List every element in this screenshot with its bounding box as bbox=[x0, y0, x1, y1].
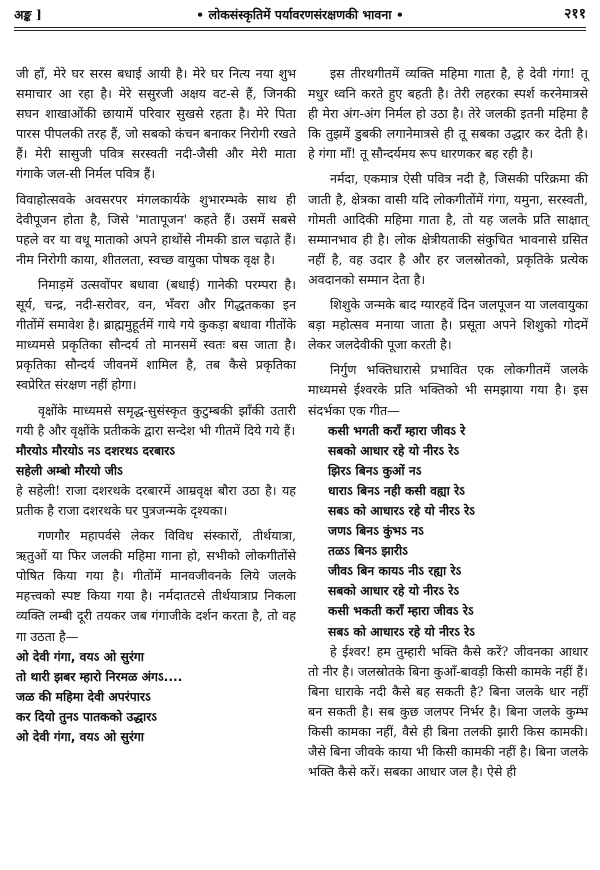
right-column bbox=[308, 64, 588, 782]
verse-line: सबको आधार रहे यो नीरऽ रेऽ bbox=[328, 443, 460, 458]
verse-line: जळ की महिमा देवी अपरंपारऽ bbox=[16, 689, 151, 704]
running-header bbox=[14, 4, 586, 26]
verse-line: सबऽ को आधारऽ रहे यो नीरऽ रेऽ bbox=[328, 624, 475, 639]
paragraph: नर्मदा, एकमात्र ऐसी पवित्र नदी है, जिसकी परिक्रमा की जाती है, क्षेत्रका वासी यदि लोकगीतोंमें गंगा, यमुना, सरस्वती, गोमती आदिकी महिमा गाता है, तो यह जलके प्रति साक्षात् सम्मानभाव ही है। लोक क्षेत्रीयताकी संकुचित भावनासे ग्रसित नहीं है, वह उदार है और हर जलस्रोतको, प्रकृतिके प्रत्येक अवदानको सम्मान देता है। bbox=[308, 171, 588, 287]
verse-line: ओ देवी गंगा, वयऽ ओ सुरंगा bbox=[16, 730, 144, 744]
paragraph: हे सहेली! राजा दशरथके दरबारमें आम्रवृक्ष बौरा उठा है। यह प्रतीक है राजा दशरथके घर पुत्रजन्मके दृश्यका। bbox=[16, 482, 296, 518]
paragraph: जी हाँ, मेरे घर सरस बधाई आयी है। मेरे घर नित्य नया शुभ समाचार आ रहा है। मेरे ससुरजी अक्षय वट-से हैं, जिनकी सघन शाखाओंकी छायामें परिवार सुखसे रहता है। मेरे पिता पारस पीपलकी तरह हैं, जो सबको कंचन बनाकर निरोगी रखते हैं। मेरी सासुजी पवित्र सरस्वती नदी-जैसी और मेरी माता गंगाके जल-सी निर्मल पवित्र हैं। bbox=[16, 66, 296, 182]
verse-line: तळऽ बिनऽ झारीऽ bbox=[328, 544, 408, 559]
issue-label: अङ्क ] bbox=[14, 7, 42, 22]
verse-line: सबको आधार रहे यो नीरऽ रेऽ bbox=[328, 584, 460, 599]
paragraph: गणगौर महापर्वसे लेकर विविध संस्कारों, तीर्थयात्रा, ऋतुओं या फिर जलकी महिमा गाना हो, सभीको लोकगीतोंसे पोषित किया गया है। गीतोंमें मानवजीवनके लिये जलके महत्त्वको स्पष्ट किया गया है। नर्मदातटसे तीर्थयात्राप्र निकला व्यक्ति लम्बी दूरी तयकर जब गंगाजीके दर्शन करता है, तो वह गा उठता है— bbox=[16, 528, 296, 644]
paragraph: हे ईश्वर! हम तुम्हारी भक्ति कैसे करें? जीवनका आधार तो नीर है। जलस्रोतके बिना कुआँ-बावड़ी किसी कामके नहीं हैं। बिना धाराके नदी कैसे बह सकती है? बिना जलके धार नहीं बन सकती है। सब कुछ जलपर निर्भर है। बिना जलके कुम्भ किसी कामका नहीं, वैसे ही बिना तलकी झारी किस कामकी। जैसे बिना जीवके काया भी किसी कामकी नहीं है। बिना जलके भक्ति कैसे करें। सबका आधार जल है। ऐसे ही bbox=[308, 643, 588, 780]
running-title: • लोकसंस्कृतिमें पर्यावरणसंरक्षणकी भावना • bbox=[196, 7, 404, 22]
paragraph: निमाड़में उत्सवोंपर बधावा (बधाई) गानेकी परम्परा है। सूर्य, चन्द्र, नदी-सरोवर, वन, भँवरा और गिद्धतकका इन गीतोंमें समावेश है। ब्राह्ममुहूर्तमें गाये गये कुकड़ा बधावा गीतोंके माध्यमसे प्रकृतिका सौन्दर्य तो मानसमें स्वतः बस जाता है। प्रकृतिका सौन्दर्य जीवनमें शामिल है, तब कैसे प्रकृतिका स्वप्रेरित संरक्षण नहीं होगा। bbox=[16, 276, 296, 393]
verse-line: जणऽ बिनऽ कुंभऽ नऽ bbox=[328, 524, 424, 539]
paragraph: वृक्षोंके माध्यमसे समृद्ध-सुसंस्कृत कुटुम्बकी झाँकी उतारी गयी है और वृक्षोंके प्रतीकके द्वारा सन्देश भी गीतमें दिये गये हैं। bbox=[16, 402, 296, 438]
verse-line: कसी भगती कराँ म्हारा जीवऽ रे bbox=[328, 423, 466, 438]
paragraph: विवाहोत्सवके अवसरपर मंगलकार्यके शुभारम्भके साथ ही देवीपूजन होता है, जिसे 'मातापूजन' कहते हैं। उसमें सबसे पहले वर या वधू माताको अपने हाथोंसे नीमकी डाल चढ़ाते हैं। नीम निरोगी काया, शीतलता, स्वच्छ वायुका पोषक वृक्ष है। bbox=[16, 191, 296, 267]
page-number: २११ bbox=[564, 6, 586, 22]
verse-line: धाराऽ बिनऽ नही कसी वह्या रेऽ bbox=[328, 483, 465, 498]
verse-line: झिरऽ बिनऽ कुओं नऽ bbox=[328, 463, 422, 478]
verse-line: कसी भकती कराँ म्हारा जीवऽ रेऽ bbox=[328, 604, 474, 619]
verse-line: कर दियो तुनऽ पातकको उद्धारऽ bbox=[16, 709, 157, 724]
verse-line: जीवऽ बिन कायऽ नीऽ रह्या रेऽ bbox=[328, 564, 462, 579]
left-column bbox=[16, 64, 296, 747]
header-rule-bottom bbox=[14, 30, 586, 31]
verse-line: सबऽ को आधारऽ रहे यो नीरऽ रेऽ bbox=[328, 503, 475, 518]
verse-line: ओ देवी गंगा, वयऽ ओ सुरंगा bbox=[16, 649, 144, 664]
header-rule-top bbox=[14, 27, 586, 28]
verse-line: तो थारी झबर म्हारो निरमळ अंगऽ.... bbox=[16, 669, 183, 684]
paragraph: इस तीरथगीतमें व्यक्ति महिमा गाता है, हे देवी गंगा! तू मधुर ध्वनि करते हुए बहती है। तेरी लहरका स्पर्श करनेमात्रसे ही मेरा अंग-अंग निर्मल हो उठा है। तेरे जलकी इतनी महिमा है कि तुझमें डुबकी लगानेमात्रसे ही तू सबका उद्धार कर देती है। हे गंगा माँ! तू सौन्दर्यमय रूप धारणकर बह रही है। bbox=[308, 66, 588, 162]
paragraph: निर्गुण भक्तिधारासे प्रभावित एक लोकगीतमें जलके माध्यमसे ईश्वरके प्रति भक्तिको भी समझाया गया है। इस संदर्भका एक गीत— bbox=[308, 362, 588, 418]
verse-line: मौरयोऽ मौरयोऽ नऽ दशरथऽ दरबारऽ bbox=[16, 443, 176, 458]
verse-line: सहेली अम्बो मौरयो जीऽ bbox=[16, 463, 123, 478]
paragraph: शिशुके जन्मके बाद ग्यारहवें दिन जलपूजन या जलवायुका बड़ा महोत्सव मनाया जाता है। प्रसूता अपने शिशुको गोदमें लेकर जलदेवीकी पूजा करती है। bbox=[308, 297, 588, 353]
